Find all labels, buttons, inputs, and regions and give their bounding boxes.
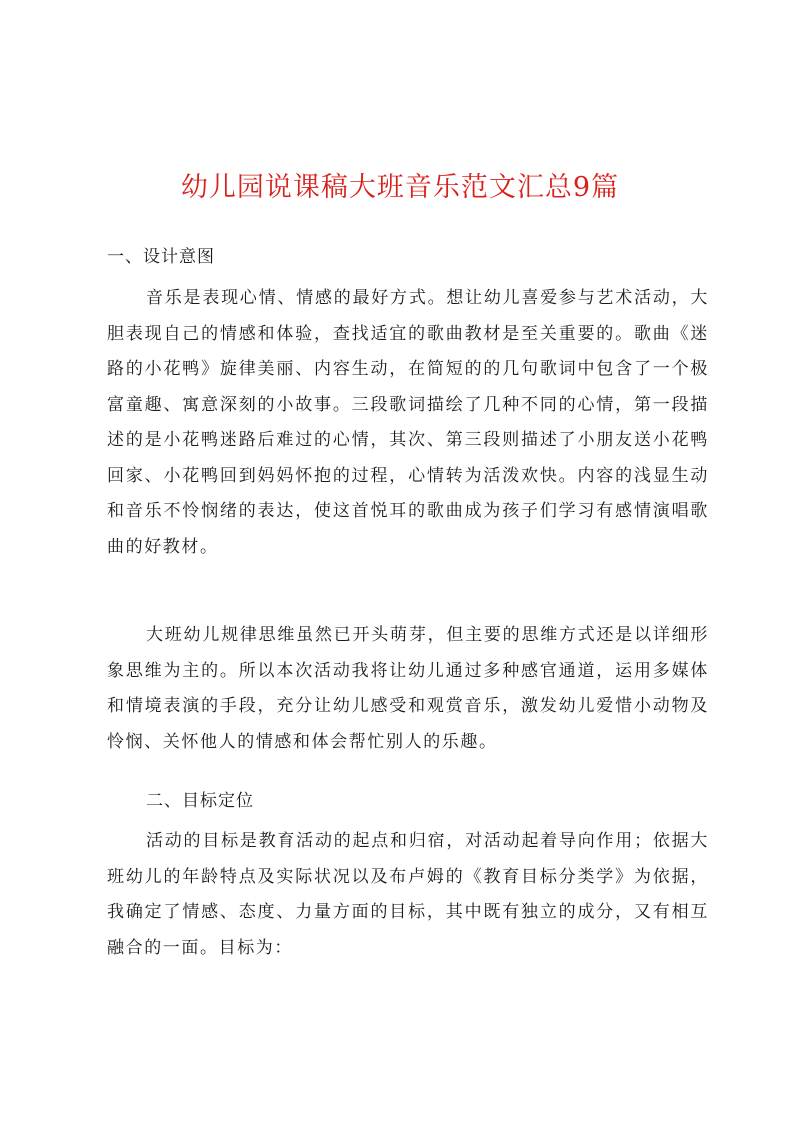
paragraph-child-thinking: 大班幼儿规律思维虽然已开头萌芽，但主要的思维方式还是以详细形象思维为主的。所以本次活动我将让幼儿通过多种感官通道，运用多媒体和情境表演的手段，充分让幼儿感受和观赏音乐，激发幼儿爱惜小动物及怜悯、关怀他人的情感和体会帮忙别人的乐趣。 [107,625,709,752]
section-heading-goal-positioning: 二、目标定位 [146,791,254,811]
paragraph-music-expression: 音乐是表现心情、情感的最好方式。想让幼儿喜爱参与艺术活动，大胆表现自己的情感和体验，查找适宜的歌曲教材是至关重要的。歌曲《迷路的小花鸭》旋律美丽、内容生动，在简短的的几句歌词中包含了一个极富童趣、寓意深刻的小故事。三段歌词描绘了几种不同的心情，第一段描述的是小花鸭迷路后难过的心情，其次、第三段则描述了小朋友送小花鸭回家、小花鸭回到妈妈怀抱的过程，心情转为活泼欢快。内容的浅显生动和音乐不怜悯绪的表达，使这首悦耳的歌曲成为孩子们学习有感情演唱歌曲的好教材。 [107,288,709,557]
section-heading-design-intent: 一、设计意图 [107,247,215,267]
paragraph-activity-goals: 活动的目标是教育活动的起点和归宿，对活动起着导向作用；依据大班幼儿的年龄特点及实际状况以及布卢姆的《教育目标分类学》为依据，我确定了情感、态度、力量方面的目标，其中既有独立的成分，又有相互融合的一面。目标为： [107,831,709,958]
document-title: 幼儿园说课稿大班音乐范文汇总9篇 [180,172,620,203]
